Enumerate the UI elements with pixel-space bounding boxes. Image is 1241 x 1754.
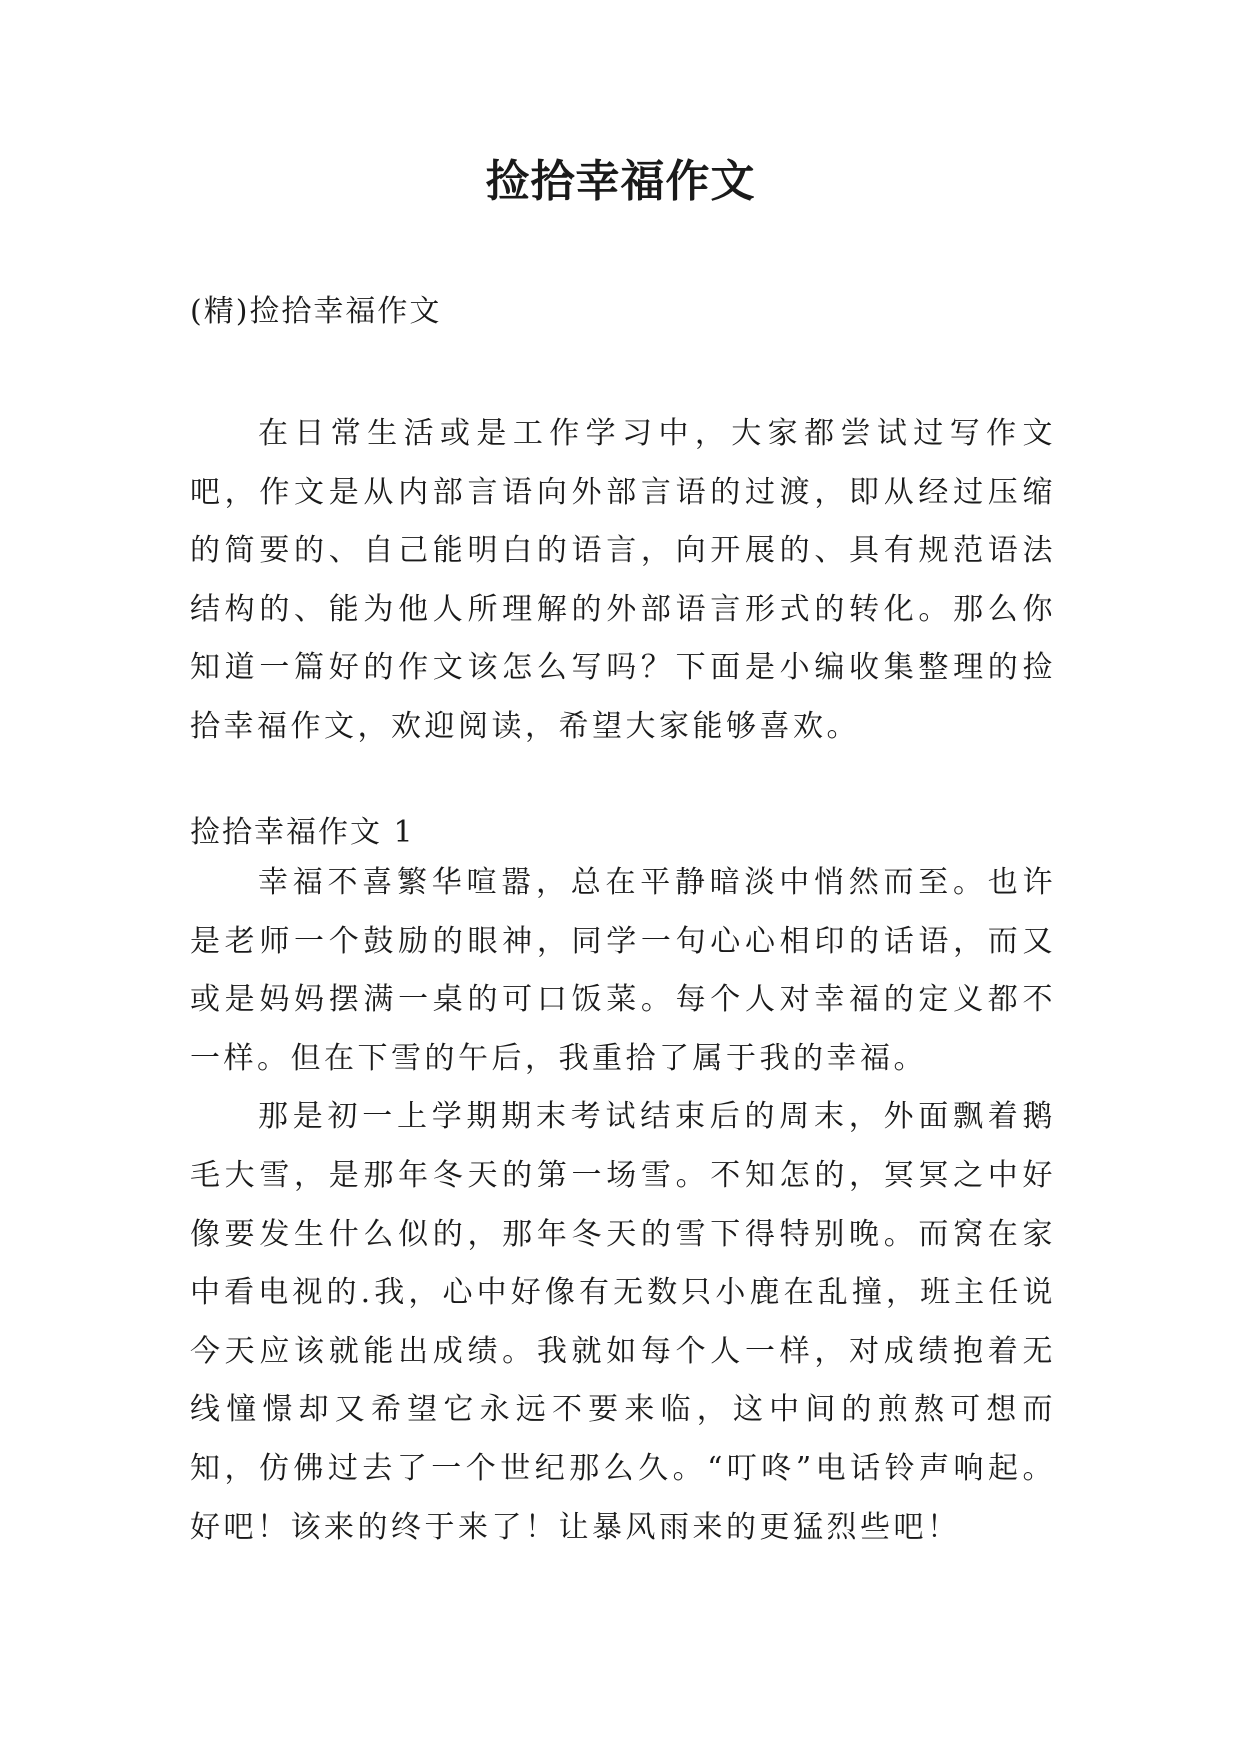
- section-heading: 捡拾幸福作文 1: [190, 815, 415, 850]
- document-subtitle: (精)捡拾幸福作文: [190, 294, 442, 329]
- section-paragraph-1: 幸福不喜繁华喧嚣，总在平静暗淡中悄然而至。也许是老师一个鼓励的眼神，同学一句心心相印的话语，而又或是妈妈摆满一桌的可口饭菜。每个人对幸福的定义都不一样。但在下雪的午后，我重拾了属于我的幸福。: [190, 865, 1056, 1076]
- intro-block: [190, 405, 1056, 757]
- section-body: [190, 854, 1056, 1557]
- intro-paragraph: 在日常生活或是工作学习中，大家都尝试过写作文吧，作文是从内部言语向外部言语的过渡，即从经过压缩的简要的、自己能明白的语言，向开展的、具有规范语法结构的、能为他人所理解的外部语言形式的转化。那么你知道一篇好的作文该怎么写吗？下面是小编收集整理的捡拾幸福作文，欢迎阅读，希望大家能够喜欢。: [190, 416, 1056, 744]
- section-paragraph-2: 那是初一上学期期末考试结束后的周末，外面飘着鹅毛大雪，是那年冬天的第一场雪。不知怎的，冥冥之中好像要发生什么似的，那年冬天的雪下得特别晚。而窝在家中看电视的.我，心中好像有无数只小鹿在乱撞，班主任说今天应该就能出成绩。我就如每个人一样，对成绩抱着无线憧憬却又希望它永远不要来临，这中间的煎熬可想而知，仿佛过去了一个世纪那么久。“叮咚”电话铃声响起。好吧！该来的终于来了！让暴风雨来的更猛烈些吧！: [190, 1099, 1056, 1545]
- document-title: 捡拾幸福作文: [485, 156, 756, 207]
